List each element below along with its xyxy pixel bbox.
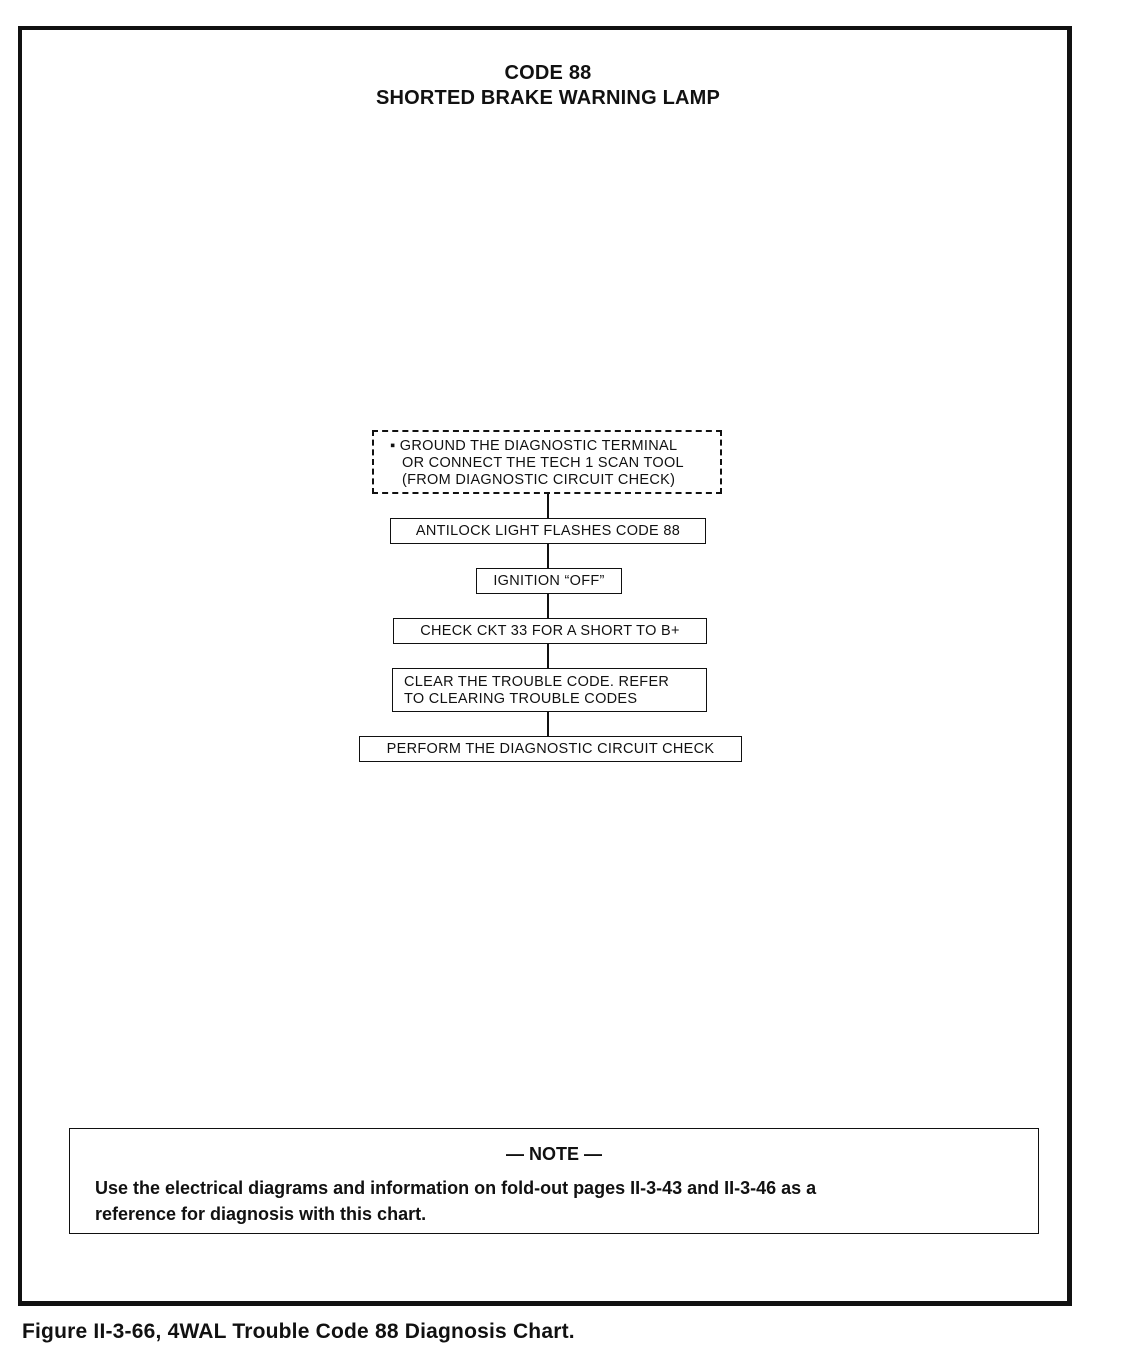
connector-line	[547, 594, 549, 618]
note-text	[95, 1175, 995, 1227]
figure-caption: Figure II-3-66, 4WAL Trouble Code 88 Diagnosis Chart.	[22, 1320, 575, 1343]
step-clear-trouble-code	[392, 668, 707, 712]
start-step-line-1: ▪ GROUND THE DIAGNOSTIC TERMINAL	[390, 438, 678, 454]
step-ignition-off-label: IGNITION “OFF”	[493, 573, 605, 589]
connector-line	[547, 544, 549, 568]
note-heading: — NOTE —	[505, 1144, 602, 1164]
connector-line	[547, 644, 549, 668]
step-ignition-off	[476, 568, 622, 594]
step-clear-trouble-code-line-1: CLEAR THE TROUBLE CODE. REFER	[404, 674, 670, 690]
step-antilock-light	[390, 518, 706, 544]
start-step-box	[372, 430, 722, 494]
code-title: CODE 88	[504, 62, 592, 84]
note-text-line-1: Use the electrical diagrams and information on fold-out pages II-3-43 and II-3-46 as a	[95, 1178, 817, 1198]
step-antilock-light-label: ANTILOCK LIGHT FLASHES CODE 88	[415, 523, 681, 539]
step-check-ckt-33-label: CHECK CKT 33 FOR A SHORT TO B+	[420, 623, 680, 639]
connector-line	[547, 712, 549, 736]
note-text-line-2: reference for diagnosis with this chart.	[95, 1204, 427, 1224]
start-step-line-3: (FROM DIAGNOSTIC CIRCUIT CHECK)	[402, 472, 676, 488]
start-step-line-2: OR CONNECT THE TECH 1 SCAN TOOL	[402, 455, 684, 471]
step-clear-trouble-code-line-2: TO CLEARING TROUBLE CODES	[404, 691, 638, 707]
chart-title: SHORTED BRAKE WARNING LAMP	[375, 87, 721, 109]
chart-frame	[18, 26, 1072, 1306]
step-check-ckt-33	[393, 618, 707, 644]
note-box	[69, 1128, 1039, 1234]
step-perform-diagnostic-check	[359, 736, 742, 762]
step-perform-diagnostic-check-label: PERFORM THE DIAGNOSTIC CIRCUIT CHECK	[386, 741, 715, 757]
connector-line	[547, 494, 549, 518]
